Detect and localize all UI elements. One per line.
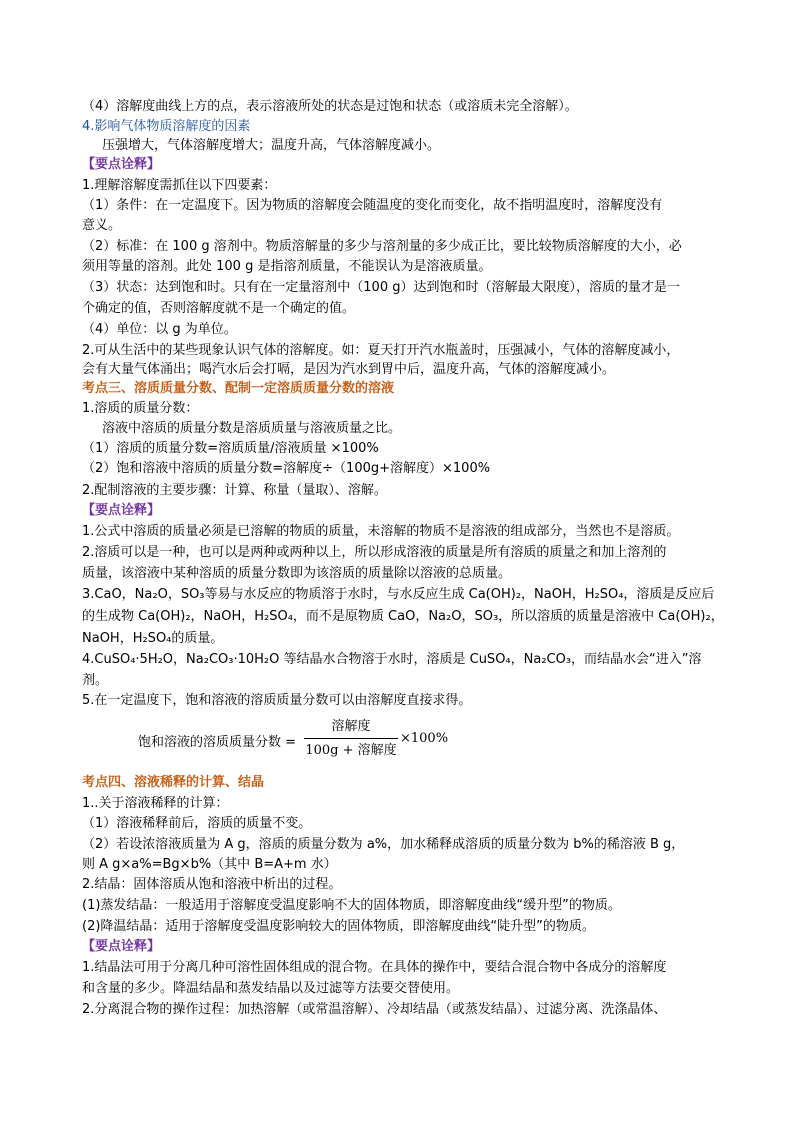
formula-numerator: 溶解度 (331, 719, 371, 734)
text-line: (1)蒸发结晶：一般适用于溶解度受温度影响不大的固体物质，即溶解度曲线“缓升型”的物质。 (82, 898, 621, 913)
text-line: 和含量的多少。降温结晶和蒸发结晶以及过滤等方法要交替使用。 (82, 981, 460, 996)
text-line: （1）溶液稀释前后，溶质的质量不变。 (82, 816, 312, 831)
text-line: 则 A g×a%=Bg×b%（其中 B=A+m 水） (82, 857, 337, 872)
key-points-heading: 【要点诠释】 (82, 503, 161, 518)
text-line: （2）饱和溶液中溶质的质量分数=溶解度÷（100g+溶解度）×100% (82, 461, 491, 476)
text-line: 2.溶质可以是一种，也可以是两种或两种以上，所以形成溶液的质量是所有溶质的质量之和加上溶剂的 (82, 545, 667, 560)
text-line: 意义。 (82, 218, 122, 233)
text-line: （1）溶质的质量分数=溶质质量/溶液质量 ×100% (82, 441, 379, 456)
text-line: 剂。 (82, 673, 109, 688)
text-line: 2.分离混合物的操作过程：加热溶解（或常温溶解）、冷却结晶（或蒸发结晶）、过滤分离、洗涤晶体、 (82, 1002, 667, 1017)
text-line: 1.理解溶解度需抓住以下四要素： (82, 178, 277, 193)
section-heading: 考点三、溶质质量分数、配制一定溶质质量分数的溶液 (82, 381, 395, 396)
text-line: 1.结晶法可用于分离几种可溶性固体组成的混合物。在具体的操作中，要结合混合物中各成分的溶解度 (82, 960, 667, 975)
text-line: 2.结晶：固体溶质从饱和溶液中析出的过程。 (82, 877, 342, 892)
text-line: 3.CaO，Na₂O，SO₃等易与水反应的物质溶于水时，与水反应生成 Ca(OH)₂，NaOH，H₂SO₄，溶质是反应后 (82, 587, 715, 602)
key-points-heading: 【要点诠释】 (82, 157, 161, 172)
formula-lhs: 饱和溶液的溶质质量分数 = (138, 735, 297, 750)
text-line: （4）溶解度曲线上方的点，表示溶液所处的状态是过饱和状态（或溶质未完全溶解）。 (82, 99, 578, 114)
formula-rhs: ×100% (400, 731, 449, 746)
text-line: 的生成物 Ca(OH)₂，NaOH，H₂SO₄，而不是原物质 CaO，Na₂O，SO₃，所以溶质的质量是溶液中 Ca(OH)₂， (82, 609, 724, 624)
text-line: 4.CuSO₄·5H₂O，Na₂CO₃·10H₂O 等结晶水合物溶于水时，溶质是 CuSO₄，Na₂CO₃，而结晶水会“进入”溶 (82, 652, 702, 667)
text-line: （2）标准：在 100 g 溶剂中。物质溶解量的多少与溶剂量的多少成正比，要比较物质溶解度的大小，必 (82, 239, 682, 254)
text-line: 1.溶质的质量分数： (82, 401, 199, 416)
text-line: （3）状态：达到饱和时。只有在一定量溶剂中（100 g）达到饱和时（溶解最大限度），溶质的量才是一 (82, 280, 680, 295)
section-heading: 考点四、溶液稀释的计算、结晶 (82, 775, 265, 790)
text-line: （2）若设浓溶液质量为 A g，溶质的质量分数为 a%，加水稀释成溶质的质量分数为 b%的稀溶液 B g， (82, 837, 685, 852)
text-line: 会有大量气体涌出；喝汽水后会打嗝，是因为汽水到胃中后，温度升高，气体的溶解度减小。 (82, 362, 616, 377)
text-line: 个确定的值，否则溶解度就不是一个确定的值。 (82, 301, 356, 316)
text-line: (2)降温结晶：适用于溶解度受温度影响较大的固体物质，即溶解度曲线“陡升型”的物质。 (82, 919, 595, 934)
text-line: NaOH，H₂SO₄的质量。 (82, 631, 224, 646)
formula-denominator: 100g + 溶解度 (305, 743, 397, 758)
text-line: 压强增大，气体溶解度增大；温度升高，气体溶解度减小。 (102, 138, 441, 153)
text-line: （4）单位：以 g 为单位。 (82, 322, 237, 337)
formula-fraction (304, 718, 398, 760)
text-line: 溶液中溶质的质量分数是溶质质量与溶液质量之比。 (102, 421, 402, 436)
section-subheading: 4.影响气体物质溶解度的因素 (82, 119, 251, 134)
text-line: 质量，该溶液中某种溶质的质量分数即为该溶质的质量除以溶液的总质量。 (82, 566, 512, 581)
text-line: 2.可从生活中的某些现象认识气体的溶解度。如：夏天打开汽水瓶盖时，压强减小，气体的溶解度减小， (82, 343, 680, 358)
text-line: （1）条件：在一定温度下。因为物质的溶解度会随温度的变化而变化，故不指明温度时，溶解度没有 (82, 198, 663, 213)
text-line: 1..关于溶液稀释的计算： (82, 796, 229, 811)
text-line: 须用等量的溶剂。此处 100 g 是指溶剂质量，不能误认为是溶液质量。 (82, 259, 492, 274)
text-line: 2.配制溶液的主要步骤：计算、称量（量取）、溶解。 (82, 483, 387, 498)
fraction-bar (304, 738, 398, 739)
key-points-heading: 【要点诠释】 (82, 939, 161, 954)
text-line: 5.在一定温度下，饱和溶液的溶质质量分数可以由溶解度直接求得。 (82, 693, 472, 708)
text-line: 1.公式中溶质的质量必须是已溶解的物质的质量，未溶解的物质不是溶液的组成部分，当然也不是溶质。 (82, 524, 680, 539)
